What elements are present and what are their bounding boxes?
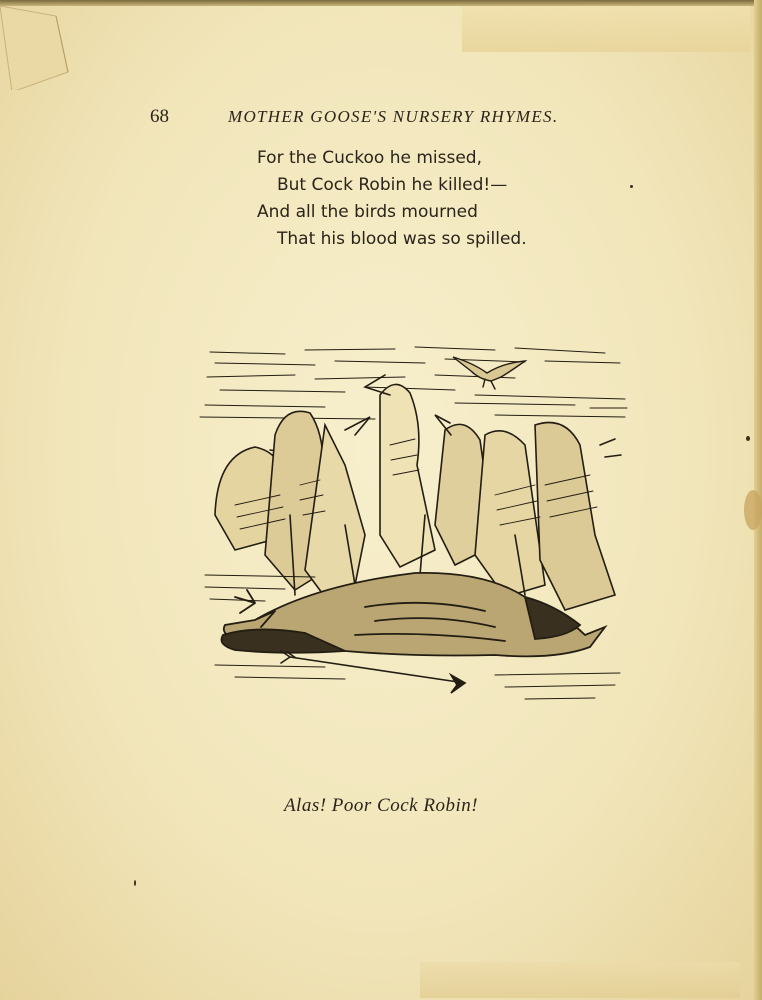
tape-strip-top <box>462 6 750 52</box>
page-header <box>150 106 610 130</box>
paper-speck <box>746 436 750 441</box>
illustration-caption: Alas! Poor Cock Robin! <box>283 795 479 816</box>
dead-robin-illustration <box>195 335 635 715</box>
paper-stain <box>744 490 762 530</box>
verse-line: And all the birds mourned <box>257 202 478 222</box>
verse-line: That his blood was so spilled. <box>277 229 527 249</box>
dead-robin-drawing <box>222 573 606 657</box>
corner-fold <box>0 0 70 90</box>
arrow-drawing <box>281 651 465 693</box>
verse-line: But Cock Robin he killed!— <box>277 175 508 195</box>
paper-speck <box>630 185 633 188</box>
verse-stanza <box>257 145 617 253</box>
page-number: 68 <box>150 106 169 127</box>
paper-speck <box>134 880 136 886</box>
running-head: MOTHER GOOSE'S NURSERY RHYMES. <box>228 107 559 126</box>
tape-strip-bottom <box>420 962 740 998</box>
verse-line: For the Cuckoo he missed, <box>257 148 482 168</box>
